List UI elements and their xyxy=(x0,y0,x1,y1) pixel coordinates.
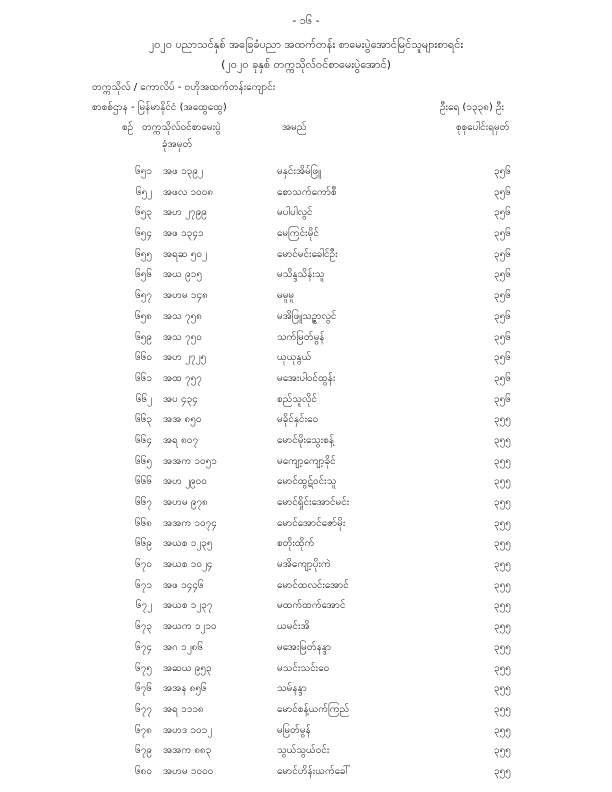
student-name: စည်သူလိုင် xyxy=(277,393,317,405)
roll-number: အဖ ၁၃၄၁ xyxy=(163,228,204,240)
row-number: ၆၆၄ xyxy=(135,434,152,446)
roll-number: အယစ ၁၀၂၄ xyxy=(163,559,213,571)
row-number: ၆၇၄ xyxy=(135,641,152,653)
total-score: ၃၅၅ xyxy=(494,476,511,488)
student-name: မောင်ထလင်းအောင် xyxy=(277,579,349,591)
table-row xyxy=(0,491,612,512)
student-name: မအေးမြတ်နန္ဒာ xyxy=(277,641,332,653)
row-number: ၆၇၇ xyxy=(135,703,152,715)
table-row xyxy=(0,408,612,429)
row-number: ၆၆၅ xyxy=(135,455,152,467)
row-number: ၆၆၉ xyxy=(135,538,152,550)
row-number: ၆၅၅ xyxy=(135,248,152,260)
total-score: ၃၅၅ xyxy=(494,497,511,508)
table-row xyxy=(0,450,612,471)
student-name: မမူမူ xyxy=(277,290,295,302)
column-header-roll: တက္ကသိုလ်ဝင်စာမေးပွဲ xyxy=(142,122,221,133)
total-score: ၃၅၅ xyxy=(494,662,511,674)
row-number: ၆၅၆ xyxy=(135,269,152,281)
row-number: ၆၅၃ xyxy=(135,207,152,219)
page-number: - ၁၆ - xyxy=(292,14,320,27)
total-count-label: ဦးရေ (၁၃၃၈) ဦး xyxy=(440,102,505,113)
roll-number: အသ ၇၅၀ xyxy=(163,331,202,343)
roll-number: အဖ ၁၄၄၆ xyxy=(163,579,204,591)
roll-number: အရ ၈၀၇ xyxy=(163,434,199,446)
roll-number: အဟ ၂၇၂၅ xyxy=(163,352,207,364)
student-name: မအေးပါဝင်ထွန်း xyxy=(277,372,336,384)
results-table xyxy=(0,160,612,781)
document-title: ၂၀၂၀ ပညာသင်နှစ် အခြေခံပညာ အထက်တန်း စာမေးပွဲအောင်မြင်သူများစာရင်း xyxy=(148,38,464,51)
roll-number: အရ ၁၁၁၈ xyxy=(163,703,204,715)
student-name: မအိကျော့ပိုးကဲ xyxy=(277,559,331,571)
table-row xyxy=(0,657,612,678)
student-name: မောင်ထွဋ်ဝင်းသူ xyxy=(277,476,337,488)
student-name: မသင်းသင်းဝေ xyxy=(277,662,330,674)
table-row xyxy=(0,739,612,760)
total-score: ၃၅၆ xyxy=(494,352,511,364)
student-name: စောသက်ကော်စီ xyxy=(277,186,337,198)
roll-number: အဟမ ၁၀၀၀ xyxy=(163,765,214,777)
roll-number: အထ ၇၅၇ xyxy=(163,372,202,384)
roll-number: အအက ၈၈၃ xyxy=(163,745,212,757)
document-subtitle: (၂၀၂၀ ခုနှစ် တက္ကသိုလ်ဝင်စာမေးပွဲအောင်) xyxy=(221,58,391,71)
row-number: ၆၆၇ xyxy=(135,497,152,508)
row-number: ၆၇၁ xyxy=(135,579,152,591)
roll-number: အဟ ၂၇၉၉ xyxy=(163,207,207,219)
total-score: ၃၅၆ xyxy=(494,290,511,302)
roll-number: အဖ ၁၃၉၂ xyxy=(163,166,203,177)
total-score: ၃၅၅ xyxy=(494,538,511,550)
column-header-no: စဉ် xyxy=(122,122,134,133)
table-row xyxy=(0,181,612,202)
row-number: ၆၅၂ xyxy=(135,186,152,198)
student-name: ယုယုနွယ် xyxy=(277,352,312,364)
total-score: ၃၅၆ xyxy=(494,393,511,405)
student-name: မေကြင်းမိုင် xyxy=(277,228,319,240)
student-name: မသိန္ဒသိန်းသူ xyxy=(277,269,325,281)
row-number: ၆၆၆ xyxy=(135,476,152,488)
column-header-score: စုစုပေါင်းရမှတ် xyxy=(456,122,510,133)
student-name: စတိုးထိုက် xyxy=(277,538,315,550)
table-row xyxy=(0,532,612,553)
roll-number: အအက ၁၀၅၁ xyxy=(163,455,217,467)
roll-number: အဟဒ ၁၀၁၂ xyxy=(163,724,213,736)
student-name: မခိုင်နှင်းဝေ xyxy=(277,414,319,426)
total-score: ၃၅၆ xyxy=(494,207,511,219)
row-number: ၆၆၂ xyxy=(135,393,152,405)
university-label: တက္ကသိုလ် / ကောလိပ် - ဗဟိုအထက်တန်းကျောင်း xyxy=(92,82,276,93)
roll-number: အယစ ၁၂၃၇ xyxy=(163,600,213,612)
table-row xyxy=(0,698,612,719)
roll-number: အအန ၈၅၆ xyxy=(163,683,207,695)
table-row xyxy=(0,222,612,243)
total-score: ၃၅၅ xyxy=(494,641,511,653)
total-score: ၃၅၆ xyxy=(494,186,511,198)
student-name: မောင်ဟိန်းယက်ခေါ် xyxy=(277,765,350,777)
student-name: သက်မြတ်မွန် xyxy=(277,331,325,343)
total-score: ၃၅၆ xyxy=(494,228,511,240)
table-row xyxy=(0,512,612,533)
total-score: ၃၅၆ xyxy=(494,166,511,177)
total-score: ၃၅၅ xyxy=(494,455,511,467)
roll-number: အဟ ၂၉၀၀ xyxy=(163,476,207,488)
table-row xyxy=(0,594,612,615)
row-number: ၆၇၅ xyxy=(135,662,152,674)
total-score: ၃၅၅ xyxy=(494,434,511,446)
total-score: ၃၅၅ xyxy=(494,559,511,571)
row-number: ၆၇၀ xyxy=(135,559,152,571)
student-name: သမ်နန္ဒာ xyxy=(277,683,307,695)
row-number: ၆၆၀ xyxy=(135,352,152,364)
total-score: ၃၅၆ xyxy=(494,331,511,343)
total-score: ၃၅၅ xyxy=(494,703,511,715)
row-number: ၆၇၂ xyxy=(135,600,152,612)
row-number: ၆၅၁ xyxy=(135,166,152,177)
roll-number: အဖလ ၁၀၀၈ xyxy=(163,186,214,198)
table-row xyxy=(0,243,612,264)
total-score: ၃၅၆ xyxy=(494,372,511,384)
student-name: မကျော့ကျော့ခိုင် xyxy=(277,455,336,467)
column-header-roll-sub: ခုံအမှတ် xyxy=(162,139,193,150)
student-name: ယမင်းအိ xyxy=(277,621,310,633)
total-score: ၃၅၅ xyxy=(494,724,511,736)
row-number: ၆၅၄ xyxy=(135,228,152,240)
row-number: ၆၅၇ xyxy=(135,290,152,302)
student-name: မောင်မိုးသွေးစန့် xyxy=(277,434,335,446)
row-number: ၆၇၈ xyxy=(135,724,152,736)
table-row xyxy=(0,263,612,284)
table-row xyxy=(0,615,612,636)
total-score: ၃၅၆ xyxy=(494,310,511,322)
roll-number: အဂ ၁၂၈၆ xyxy=(163,641,203,653)
roll-number: အအက ၁၀၇၄ xyxy=(163,517,217,529)
roll-number: အယစ ၁၂၃၅ xyxy=(163,538,213,550)
row-number: ၆၈၀ xyxy=(135,765,152,777)
table-row xyxy=(0,388,612,409)
roll-number: အအ ၈၅၀ xyxy=(163,414,202,426)
student-name: မနှင်းအိမ်ဖြူ xyxy=(277,166,322,177)
table-row xyxy=(0,305,612,326)
row-number: ၆၆၃ xyxy=(135,414,152,426)
total-score: ၃၅၅ xyxy=(494,579,511,591)
total-score: ၃၅၅ xyxy=(494,600,511,612)
table-row xyxy=(0,284,612,305)
roll-number: အဟမ ၁၄၈ xyxy=(163,290,208,302)
table-row xyxy=(0,160,612,181)
total-score: ၃၅၆ xyxy=(494,248,511,260)
table-row xyxy=(0,719,612,740)
roll-number: အယ ၉၁၅ xyxy=(163,269,202,281)
total-score: ၃၅၅ xyxy=(494,683,511,695)
roll-number: အယက ၁၂၁၀ xyxy=(163,621,217,633)
table-row xyxy=(0,346,612,367)
row-number: ၆၆၈ xyxy=(135,517,152,529)
total-score: ၃၅၅ xyxy=(494,621,511,633)
roll-number: အသ ၇၅၈ xyxy=(163,310,202,322)
student-name: မောင်စန့်ယက်ကြည် xyxy=(277,703,350,715)
roll-number: အဆယ ၉၅၃ xyxy=(163,662,212,674)
total-score: ၃၅၅ xyxy=(494,414,511,426)
table-row xyxy=(0,553,612,574)
table-row xyxy=(0,636,612,657)
student-name: မပါပါလွင် xyxy=(277,207,313,219)
student-name: မောင်ရှိုင်းအောင်မင်း xyxy=(277,497,350,508)
student-name: မအိဖြူသဉ္ဇာလွင် xyxy=(277,310,337,322)
row-number: ၆၅၉ xyxy=(135,331,152,343)
student-name: မထက်ထက်အောင် xyxy=(277,600,346,612)
table-row xyxy=(0,201,612,222)
row-number: ၆၇၃ xyxy=(135,621,152,633)
student-name: မောင်မင်းခေါင်ဦး xyxy=(277,248,338,260)
roll-number: အပ ၄၃၄ xyxy=(163,393,198,405)
total-score: ၃၅၆ xyxy=(494,269,511,281)
table-row xyxy=(0,760,612,781)
row-number: ၆၇၆ xyxy=(135,683,152,695)
row-number: ၆၆၁ xyxy=(135,372,152,384)
row-number: ၆၅၈ xyxy=(135,310,152,322)
student-name: မောင်အောင်ဇော်မိုး xyxy=(277,517,346,529)
table-row xyxy=(0,429,612,450)
student-name: မမြတ်မွန် xyxy=(277,724,311,736)
row-number: ၆၇၉ xyxy=(135,745,152,757)
table-row xyxy=(0,326,612,347)
total-score: ၃၅၅ xyxy=(494,745,511,757)
total-score: ၃၅၅ xyxy=(494,765,511,777)
exam-center-label: စာစစ်ဌာန - မြန်မာနိုင်ငံ (အထွေထွေ) xyxy=(92,102,227,113)
table-row xyxy=(0,677,612,698)
table-row xyxy=(0,470,612,491)
table-row xyxy=(0,574,612,595)
student-name: သွယ်သွယ်ဝင်း xyxy=(277,745,330,757)
column-header-name: အမည် xyxy=(282,122,307,133)
total-score: ၃၅၅ xyxy=(494,517,511,529)
roll-number: အဟမ ၉၇၈ xyxy=(163,497,208,508)
table-row xyxy=(0,367,612,388)
roll-number: အရဆ ၅၀၂ xyxy=(163,248,207,260)
